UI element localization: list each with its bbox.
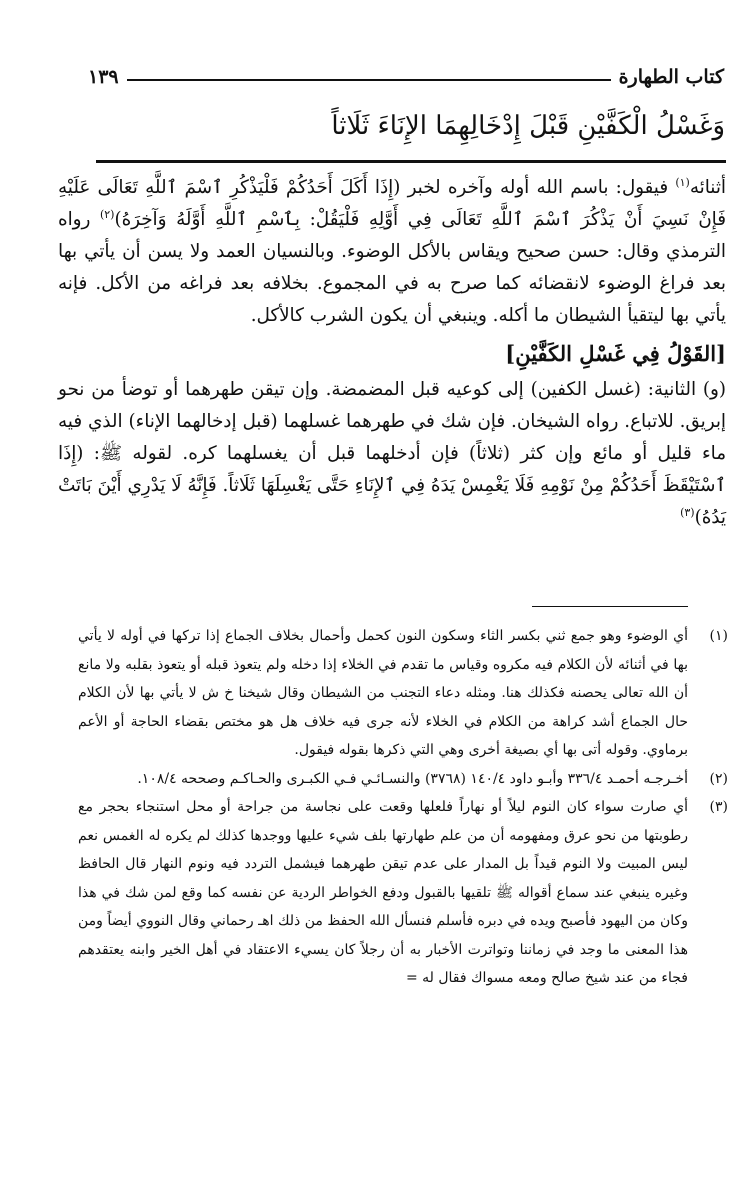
footnotes <box>78 622 728 993</box>
para1-part2: فيقول: باسم الله أوله وآخره لخبر (إِذَا أَكَلَ أَحَدُكُمْ فَلْيَذْكُرِ ٱسْمَ ٱللَّهِ تَعَالَى عَلَيْهِ فَإِنْ نَسِيَ أَنْ يَذْكُرَ ٱسْمَ ٱللَّهِ تَعَالَى فِي أَوَّلِهِ فَلْيَقُلْ: بِٱسْمِ ٱللَّهِ أَوَّلَهُ وَآخِرَهُ) <box>58 177 726 230</box>
footnote-text: أخـرجـه أحمـد ٣٣٦/٤ وأبـو داود ١٤٠/٤ (٣٧٦٨) والنسـائـي فـي الكبـرى والحـاكـم وصححه ١٠٨/٤. <box>137 770 688 787</box>
paragraph-washing-hands <box>58 374 726 534</box>
footnote-ref-1[interactable]: (١) <box>675 175 690 189</box>
footnote-3 <box>78 793 728 993</box>
running-header <box>88 58 724 88</box>
para1-part3: رواه الترمذي وقال: حسن صحيح ويقاس بالأكل الوضوء. وبالنسيان العمد ولا يسن أن يأتي بها بعد فراغ الوضوء لانقضائه كما صرح به في المجموع. بخلافه بعد فراغه من الأكل. فإنه يأتي بها ليتقيأ الشيطان ما أكله. وينبغي أن يكون الشرب كالأكل. <box>58 209 726 326</box>
book-title: كتاب الطهارة <box>618 66 724 88</box>
footnote-separator <box>532 606 688 607</box>
footnote-2 <box>78 765 728 794</box>
footnote-number: (٣) <box>709 799 728 815</box>
commentary-body <box>58 172 726 534</box>
footnote-ref-2[interactable]: (٢) <box>99 207 115 221</box>
footnote-number: (٢) <box>709 770 728 787</box>
para2-text: (و) الثانية: (غسل الكفين) إلى كوعيه قبل المضمضة. وإن تيقن طهرهما أو توضأ من نحو إبريق. للاتباع. رواه الشيخان. فإن شك في طهرهما غسلهما (قبل إدخالهما الإناء) الذي فيه ماء قليل أو مائع وإن كثر (ثلاثاً) فإن أدخلهما قبل أن يغسلهما كره. لقوله ﷺ: (إِذَا ٱسْتَيْقَظَ أَحَدُكُمْ مِنْ نَوْمِهِ فَلَا يَغْمِسْ يَدَهُ فِي ٱلإِنَاءِ حَتَّى يَغْسِلَهَا ثَلَاثاً. فَإِنَّهُ لَا يَدْرِي أَيْنَ بَاتَتْ يَدُهُ) <box>58 379 726 528</box>
matn-divider <box>96 160 726 163</box>
page-number: ١٣٩ <box>88 66 119 88</box>
footnote-number: (١) <box>709 628 728 644</box>
footnote-ref-3[interactable]: (٣) <box>680 505 695 519</box>
footnote-text: أي صارت سواء كان النوم ليلاً أو نهاراً فلعلها وقعت على نجاسة من جراحة أو محل استنجاء بحجر مع رطوبتها من نحو عرق ومفهومه أن من علم طهارتها بلف شيء عليها ووجدها كذلك لم يكره له الغمس نعم ليس المبيت ولا النوم قيداً بل المدار على عدم تيقن طهرهما فيشمل التردد فيه ونوم النهار قال الحافظ وغيره ينبغي عند سماع أقواله ﷺ تلقيها بالقبول ودفع الخواطر الردية عن نفسه كما وقع لمن شك في هذا وكان من اليهود فأصبح ويده في دبره فأسلم فنسأل الله الحفظ من ذلك اهـ رحماني وقال النووي أيضاً ومن هذا المعنى ما وجد في زماننا وتواترت الأخبار به أن رجلاً كان يسيء الاعتقاد في أهل الخير وابنه يعتقدهم فجاء من عند شيخ صالح ومعه مسواك فقال له = <box>78 799 688 986</box>
paragraph-basmala <box>58 172 726 332</box>
footnote-text: أي الوضوء وهو جمع ثني بكسر الثاء وسكون النون كحمل وأحمال بخلاف الجماع إذا تركها في أوله لا يأتي بها في أثنائه لأن الكلام فيه مكروه وقياس ما تقدم في الخلاء إذا دخله ولم يتعوذ قبله أو يتعوذ بقلبه ولا مانع أن الله تعالى يحصنه فكذلك هنا. ومثله دعاء التجنب من الشيطان وقال شيخنا خ ش لا يأتي بها لأن الكلام حال الجماع أشد كراهة من الكلام في الخلاء لأنه جرى فيه خلاف هل هو مختص بقضاء الحاجة أو الأعم برماوي. وقوله أتى بها أي بصيغة أخرى وهي التي ذكرها بقوله فيقول. <box>78 628 688 758</box>
para1-part1: أثنائه <box>689 177 726 198</box>
footnote-1 <box>78 622 728 765</box>
section-heading: [القَوْلُ فِي غَسْلِ الكَفَّيْنِ] <box>505 341 726 366</box>
header-rule <box>127 79 611 81</box>
matn-line: وَغَسْلُ الْكَفَّيْنِ قَبْلَ إِدْخَالِهِمَا الإِنَاءَ ثَلَاثاً <box>331 111 725 141</box>
